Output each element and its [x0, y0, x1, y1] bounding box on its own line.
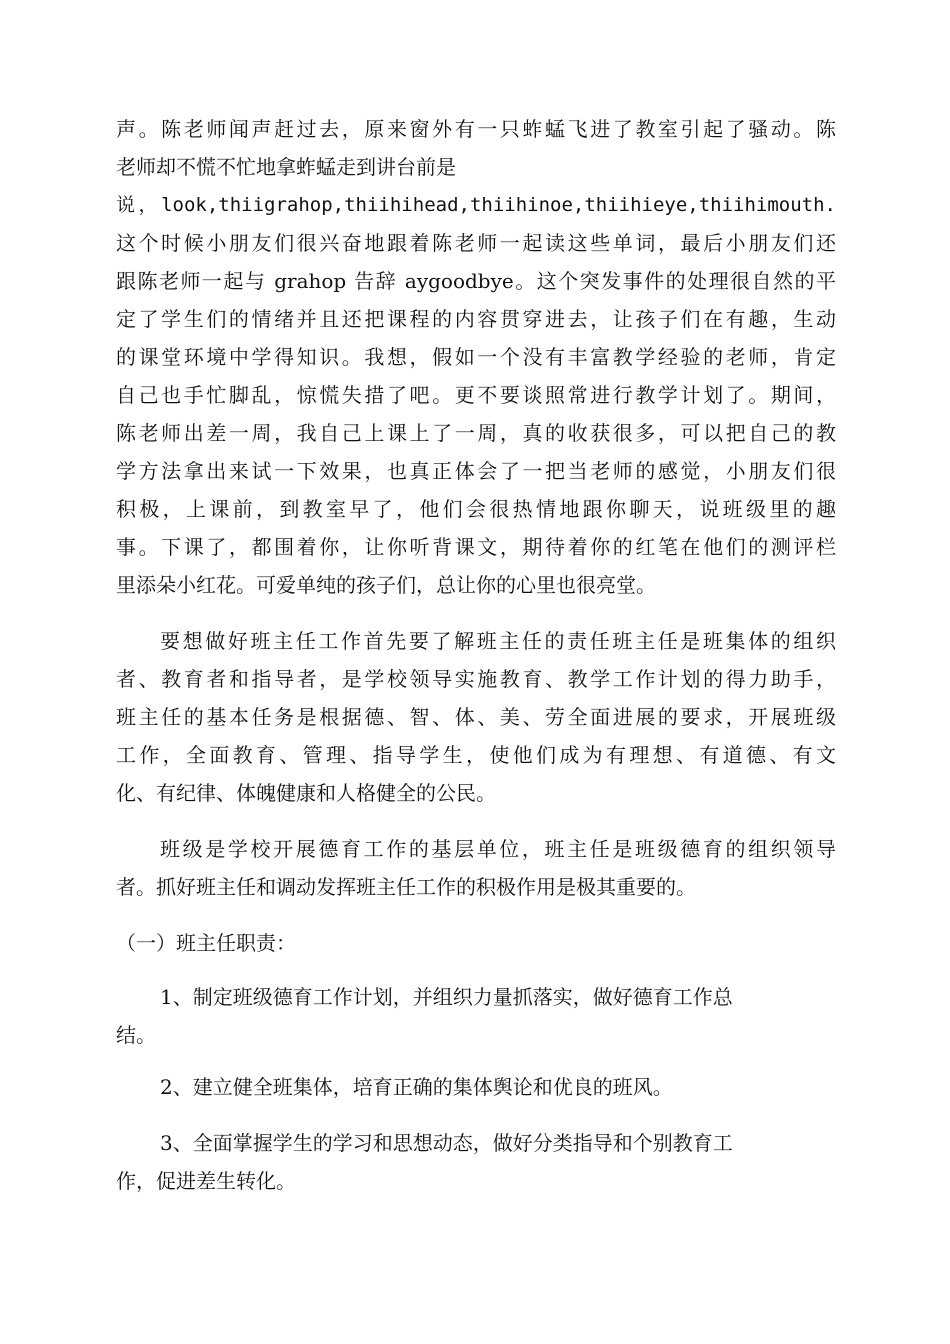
text-line: 的课堂环境中学得知识。我想，假如一个没有丰富教学经验的老师，肯定	[116, 345, 836, 369]
section-heading	[116, 924, 836, 962]
text-line: 3、全面掌握学生的学习和思想动态，做好分类指导和个别教育工	[160, 1131, 733, 1155]
text-line: 这个时候小朋友们很兴奋地跟着陈老师一起读这些单词，最后小朋友们还	[116, 231, 836, 255]
text-line: 定了学生们的情绪并且还把课程的内容贯穿进去，让孩子们在有趣，生动	[116, 307, 836, 331]
paragraph-3	[116, 830, 836, 906]
text-line: 自己也手忙脚乱，惊慌失措了吧。更不要谈照常进行教学计划了。期间，	[116, 383, 836, 407]
text-line: 积极，上课前，到教室早了，他们会很热情地跟你聊天，说班级里的趣	[116, 497, 836, 521]
paragraph-1	[116, 110, 836, 604]
text-line: 老师却不慌不忙地拿蚱蜢走到讲台前是	[116, 155, 456, 179]
text-line: 里添朵小红花。可爱单纯的孩子们，总让你的心里也很亮堂。	[116, 573, 656, 597]
duty-item-3	[116, 1124, 836, 1200]
duty-item-2	[116, 1068, 836, 1106]
text-line: 陈老师出差一周，我自己上课上了一周，真的收获很多，可以把自己的教	[116, 421, 836, 445]
text-line: 声。陈老师闻声赶过去，原来窗外有一只蚱蜢飞进了教室引起了骚动。陈	[116, 117, 836, 141]
text-line: 1、制定班级德育工作计划，并组织力量抓落实，做好德育工作总	[160, 985, 733, 1009]
text-line: 作，促进差生转化。	[116, 1169, 296, 1193]
text-line: 班主任的基本任务是根据德、智、体、美、劳全面进展的要求，开展班级	[116, 705, 836, 729]
duty-item-1	[116, 978, 836, 1054]
text-line: 结。	[116, 1023, 156, 1047]
text-line: 学方法拿出来试一下效果，也真正体会了一把当老师的感觉，小朋友们很	[116, 459, 836, 483]
text-line: 要想做好班主任工作首先要了解班主任的责任班主任是班集体的组织	[160, 629, 836, 653]
text-line: 班级是学校开展德育工作的基层单位，班主任是班级德育的组织领导	[160, 837, 836, 861]
text-line: 工作，全面教育、管理、指导学生，使他们成为有理想、有道德、有文	[116, 743, 836, 767]
paragraph-2	[116, 622, 836, 812]
text-line: 化、有纪律、体魄健康和人格健全的公民。	[116, 781, 496, 805]
text-line: 2、建立健全班集体，培育正确的集体舆论和优良的班风。	[160, 1075, 673, 1099]
text-line: 者、教育者和指导者，是学校领导实施教育、教学工作计划的得力助手，	[116, 667, 836, 691]
text-line: 跟陈老师一起与 grahop 告辞 aygoodbye。这个突发事件的处理很自然的平	[116, 269, 836, 293]
heading-duties: （一）班主任职责：	[116, 931, 296, 955]
text-line: 说，look,thiigrahop,thiihihead,thiihinoe,thiihieye,thiihimouth.	[116, 194, 836, 216]
text-line: 者。抓好班主任和调动发挥班主任工作的积极作用是极其重要的。	[116, 875, 696, 899]
text-line: 事。下课了，都围着你，让你听背课文，期待着你的红笔在他们的测评栏	[116, 535, 836, 559]
